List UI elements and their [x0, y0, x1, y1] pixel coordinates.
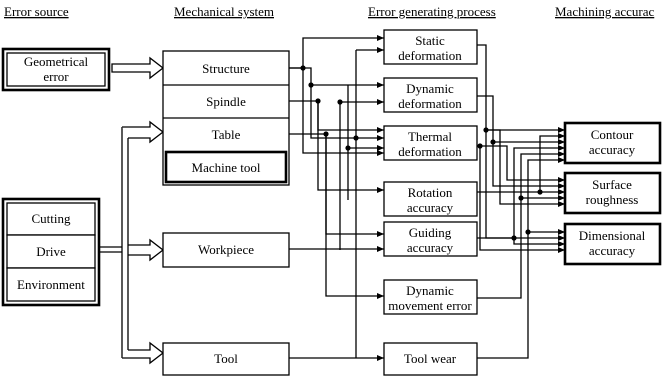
static-deformation-box [384, 30, 477, 64]
tool-box [163, 343, 289, 375]
surface-roughness-label-2: roughness [585, 192, 639, 207]
contour-accuracy-label-2: accuracy [588, 142, 636, 157]
guiding-accuracy-label-1: Guiding [408, 225, 452, 240]
header-error-generating-process: Error generating process [368, 4, 496, 19]
dynamic-deformation-box [384, 78, 477, 112]
cutting-drive-environment-box [3, 199, 99, 305]
static-deformation-label-1: Static [415, 33, 445, 48]
cutting-label: Cutting [31, 211, 71, 226]
workpiece-label: Workpiece [198, 242, 254, 257]
rotation-accuracy-label-2: accuracy [406, 200, 454, 215]
drive-label: Drive [36, 244, 66, 259]
thermal-deformation-box [384, 126, 477, 160]
dimensional-accuracy-label-1: Dimensional [578, 228, 646, 243]
dynamic-movement-error-label-1: Dynamic [406, 283, 454, 298]
source-arrows [99, 58, 163, 363]
surface-roughness-box [565, 173, 660, 213]
dynamic-deformation-label-1: Dynamic [406, 81, 454, 96]
static-deformation-label-2: deformation [398, 48, 462, 63]
workpiece-box [163, 233, 289, 267]
structure-label: Structure [202, 61, 250, 76]
header-mechanical-system: Mechanical system [174, 4, 274, 19]
geometrical-error-box [3, 49, 109, 90]
thermal-deformation-label-2: deformation [398, 144, 462, 159]
machine-tool-group [163, 51, 289, 185]
rotation-accuracy-box [384, 182, 477, 216]
surface-roughness-label-1: Surface [592, 177, 632, 192]
geometrical-error-label-2: error [43, 69, 69, 84]
rotation-accuracy-label-1: Rotation [407, 185, 453, 200]
tool-label: Tool [214, 351, 238, 366]
header-error-source: Error source [4, 4, 69, 19]
guiding-accuracy-label-2: accuracy [406, 240, 454, 255]
tool-wear-label: Tool wear [403, 351, 457, 366]
table-label: Table [211, 127, 241, 142]
tool-wear-box [384, 343, 477, 375]
thermal-deformation-label-1: Thermal [407, 129, 453, 144]
contour-accuracy-label-1: Contour [590, 127, 634, 142]
dynamic-movement-error-box [384, 280, 477, 314]
dimensional-accuracy-box [565, 224, 660, 264]
environment-label: Environment [17, 277, 85, 292]
machine-tool-label: Machine tool [191, 160, 261, 175]
dimensional-accuracy-label-2: accuracy [588, 243, 636, 258]
dynamic-deformation-label-2: deformation [398, 96, 462, 111]
geometrical-error-label-1: Geometrical [23, 54, 89, 69]
header-machining-accuracy: Machining accurac [555, 4, 655, 19]
guiding-accuracy-box [384, 222, 477, 256]
spindle-label: Spindle [206, 94, 246, 109]
contour-accuracy-box [565, 123, 660, 163]
dynamic-movement-error-label-2: movement error [388, 298, 472, 313]
